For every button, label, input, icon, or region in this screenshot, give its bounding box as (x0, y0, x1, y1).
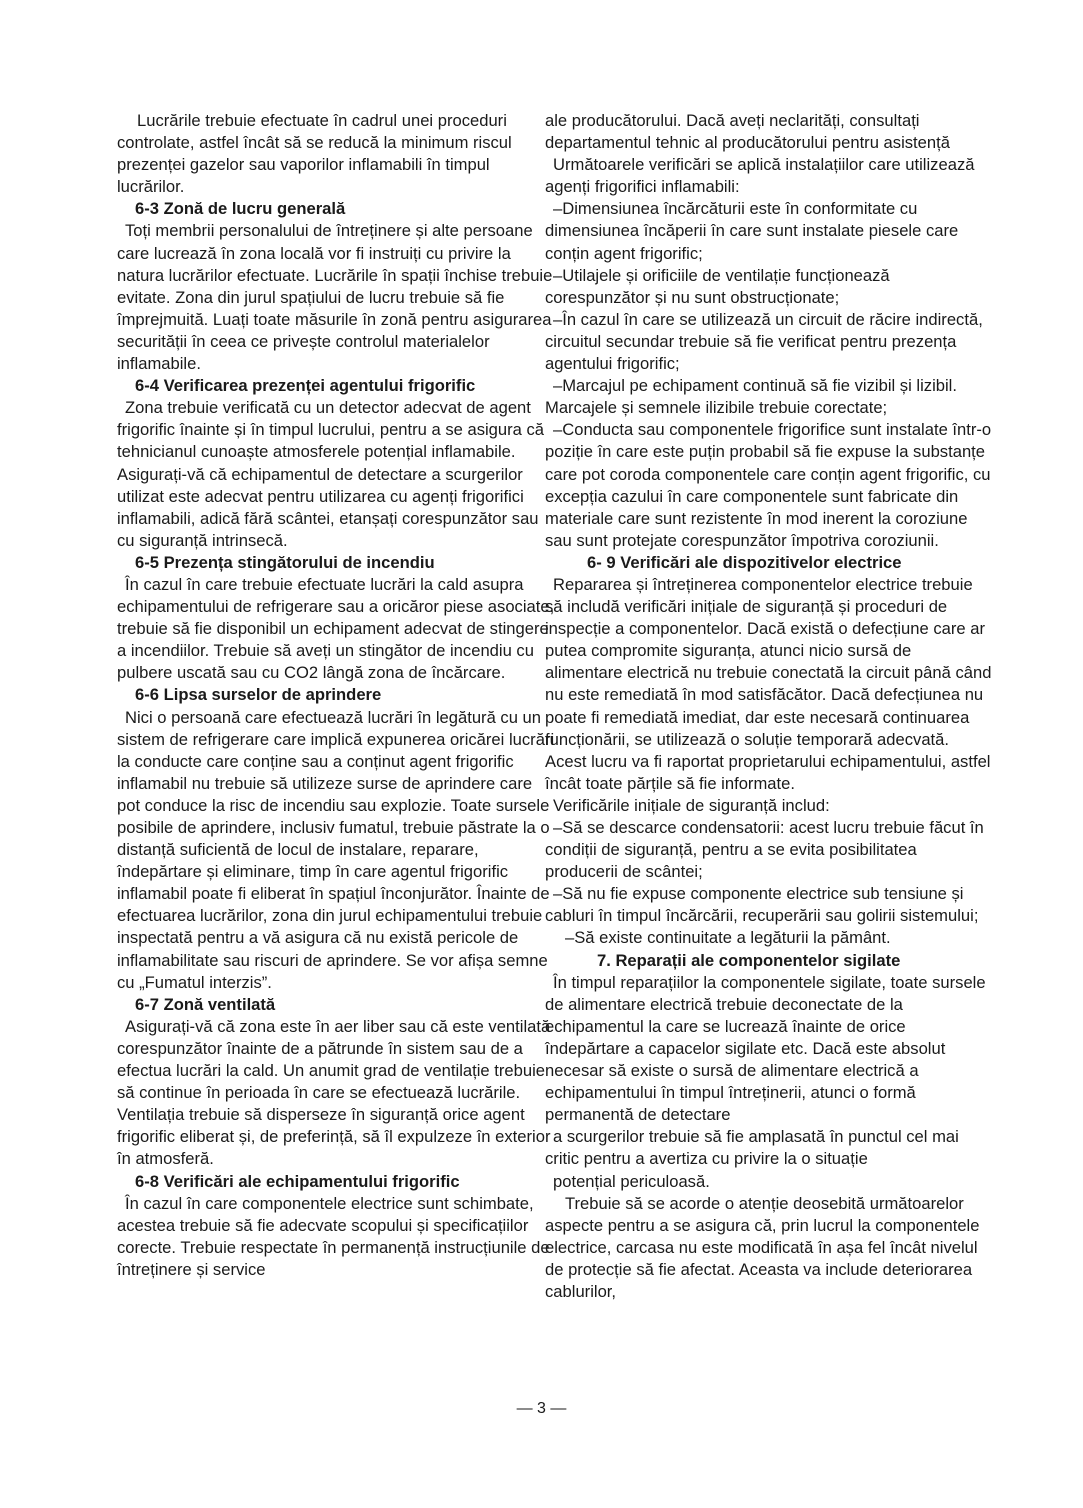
check-item: –În cazul în care se utilizează un circuit de răcire indirectă, circuitul secundar trebuie să fie verificat pentru prezența agentului frigorific; (545, 309, 983, 374)
paragraph-6-9: Repararea și întreținerea componentelor electrice trebuie să includă verificări inițiale de siguranță și proceduri de inspecție a componentelor. Dacă există o defecțiune care ar putea compromite siguranța, atunci nicio sursă de alimentare electrică nu trebuie conectată la circuit până când nu este remediată în mod satisfăcător. Dacă defecțiunea nu poate fi remediată imediat, dar este necesară continuarea funcționării, se utilizează o soluție temporară adecvată. Acest lucru va fi raportat proprietarului echipamentului, astfel încât toate părțile să fie informate. (545, 574, 992, 793)
paragraph-6-6: Nici o persoană care efectuează lucrări în legătură cu un sistem de refrigerare care implică expunerea oricărei lucrări la conducte care conține sau a conținut agent frigorific inflamabil nu trebuie să utilizeze surse de aprindere care pot conduce la risc de incendiu sau explozie. Toate sursele posibile de aprindere, inclusiv fumatul, trebuie păstrate la o distanță suficientă de locul de instalare, reparare, îndepărtare și eliminare, timp în care agentul frigorific inflamabil poate fi eliberat în spațiul înconjurător. Înainte de efectuarea lucrărilor, zona din jurul echipamentului trebuie inspectată pentru a vă asigura că nu există pericole de inflamabilitate sau riscuri de aprindere. Se vor afișa semne cu „Fumatul interzis”. (117, 707, 555, 992)
intro-paragraph: Lucrările trebuie efectuate în cadrul unei proceduri controlate, astfel încât să se reducă la minimum riscul prezenței gazelor sau vaporilor inflamabili în timpul lucrărilor. (117, 111, 512, 197)
heading-6-4: 6-4 Verificarea prezenței agentului frigorific (135, 376, 476, 396)
continued-paragraph: ale producătorului. Dacă aveți neclarități, consultați departamentul tehnic al producătorului pentru asistență (545, 111, 950, 153)
heading-6-5: 6-5 Prezența stingătorului de incendiu (135, 552, 435, 572)
paragraph-7a: În timpul reparațiilor la componentele sigilate, toate sursele de alimentare electrică trebuie deconectate de la echipamentul la care se lucrează înainte de orice îndepărtare a capacelor sigilate etc. Dacă este absolut necesar să existe o sursă de alimentare electrică a echipamentului în timpul întreținerii, atunci o formă permanentă de detectare (545, 972, 986, 1125)
checks-intro-paragraph: Următoarele verificări se aplică instalațiilor care utilizează agenți frigorifici inflamabili: (545, 155, 975, 197)
paragraph-7d: Trebuie să se acorde o atenție deosebită următoarelor aspecte pentru a se asigura că, prin lucrul la componentele electrice, carcasa nu este modificată în așa fel încât nivelul de protecție să fie afectat. Aceasta va include deteriorarea cablurilor, (545, 1193, 980, 1301)
paragraph-6-8: În cazul în care componentele electrice sunt schimbate, acestea trebuie să fie adecvate scopului și specificațiilor corecte. Trebuie respectate în permanență instrucțiunile de întreținere și service (117, 1193, 550, 1279)
heading-6-9: 6- 9 Verificări ale dispozitivelor electrice (587, 552, 902, 572)
heading-6-6: 6-6 Lipsa surselor de aprindere (135, 685, 382, 705)
left-column (117, 110, 559, 1281)
paragraph-6-4: Zona trebuie verificată cu un detector adecvat de agent frigorific înainte și în timpul lucrului, pentru a se asigura că tehnicianul cunoaște atmosferele potențial inflamabile. Asigurați-vă că echipamentul de detectare a scurgerilor utilizat este adecvat pentru utilizarea cu agenți frigorifici inflamabili, adică fără scântei, etanșați corespunzător sau cu siguranță intrinsecă. (117, 398, 545, 550)
safety-check-item: –Să existe continuitate a legăturii la pământ. (565, 928, 891, 948)
heading-7: 7. Reparații ale componentelor sigilate (597, 950, 901, 970)
check-item: –Marcajul pe echipament continuă să fie vizibil și lizibil. Marcajele și semnele ilizibile trebuie corectate; (545, 376, 957, 418)
page-number: — 3 — (516, 1400, 567, 1417)
heading-6-8: 6-8 Verificări ale echipamentului frigorific (135, 1171, 460, 1191)
safety-check-item: –Să nu fie expuse componente electrice sub tensiune și cabluri în timpul încărcării, recuperării sau golirii sistemului; (545, 884, 979, 926)
initial-checks-paragraph: Verificările inițiale de siguranță includ: (553, 795, 830, 815)
check-item: –Conducta sau componentele frigorifice sunt instalate într-o poziție în care este puțin probabil să fie expuse la substanțe care pot coroda componentele care conțin agent frigorific, cu excepția cazului în care componentele sunt fabricate din materiale care sunt rezistente în mod inerent la coroziune sau sunt protejate corespunzător împotriva coroziunii. (545, 420, 992, 550)
check-item: –Dimensiunea încărcăturii este în conformitate cu dimensiunea încăperii în care sunt instalate piesele care conțin agent frigorific; (545, 199, 959, 263)
heading-6-7: 6-7 Zonă ventilată (135, 994, 276, 1014)
paragraph-6-5: În cazul în care trebuie efectuate lucrări la cald asupra echipamentului de refrigerare sau a oricăror piese asociate, trebuie să fie disponibil un echipament adecvat de stingere a incendiilor. Trebuie să aveți un stingător de incendiu cu pulbere uscată sau cu CO2 lângă zona de încărcare. (117, 574, 555, 683)
paragraph-6-3: Toți membrii personalului de întreținere și alte persoane care lucrează în zona locală vor fi instruiți cu privire la natura lucrărilor efectuate. Lucrările în spații închise trebuie evitate. Zona din jurul spațiului de lucru trebuie să fie împrejmuită. Luați toate măsurile în zonă pentru asigurarea securității în ceea ce privește controlul materialelor inflamabile. (117, 221, 553, 374)
paragraph-7b: a scurgerilor trebuie să fie amplasată în punctul cel mai critic pentru a avertiza cu privire la o situație (545, 1127, 959, 1169)
paragraph-6-7: Asigurați-vă că zona este în aer liber sau că este ventilată corespunzător înainte de a pătrunde în sistem sau de a efectua lucrări la cald. Un anumit grad de ventilație trebuie să continue în perioada în care se efectuează lucrările. Ventilația trebuie să disperseze în siguranță orice agent frigorific eliberat și, de preferință, să îl expulzeze în exterior în atmosferă. (117, 1016, 551, 1169)
safety-check-item: –Să se descarce condensatorii: acest lucru trebuie făcut în condiții de siguranță, pentru a se evita posibilitatea producerii de scântei; (545, 818, 984, 882)
right-column (545, 110, 993, 1303)
heading-6-3: 6-3 Zonă de lucru generală (135, 199, 346, 219)
check-item: –Utilajele și orificiile de ventilație funcționează corespunzător și nu sunt obstrucționate; (545, 265, 890, 307)
paragraph-7c: potențial periculoasă. (553, 1171, 710, 1191)
